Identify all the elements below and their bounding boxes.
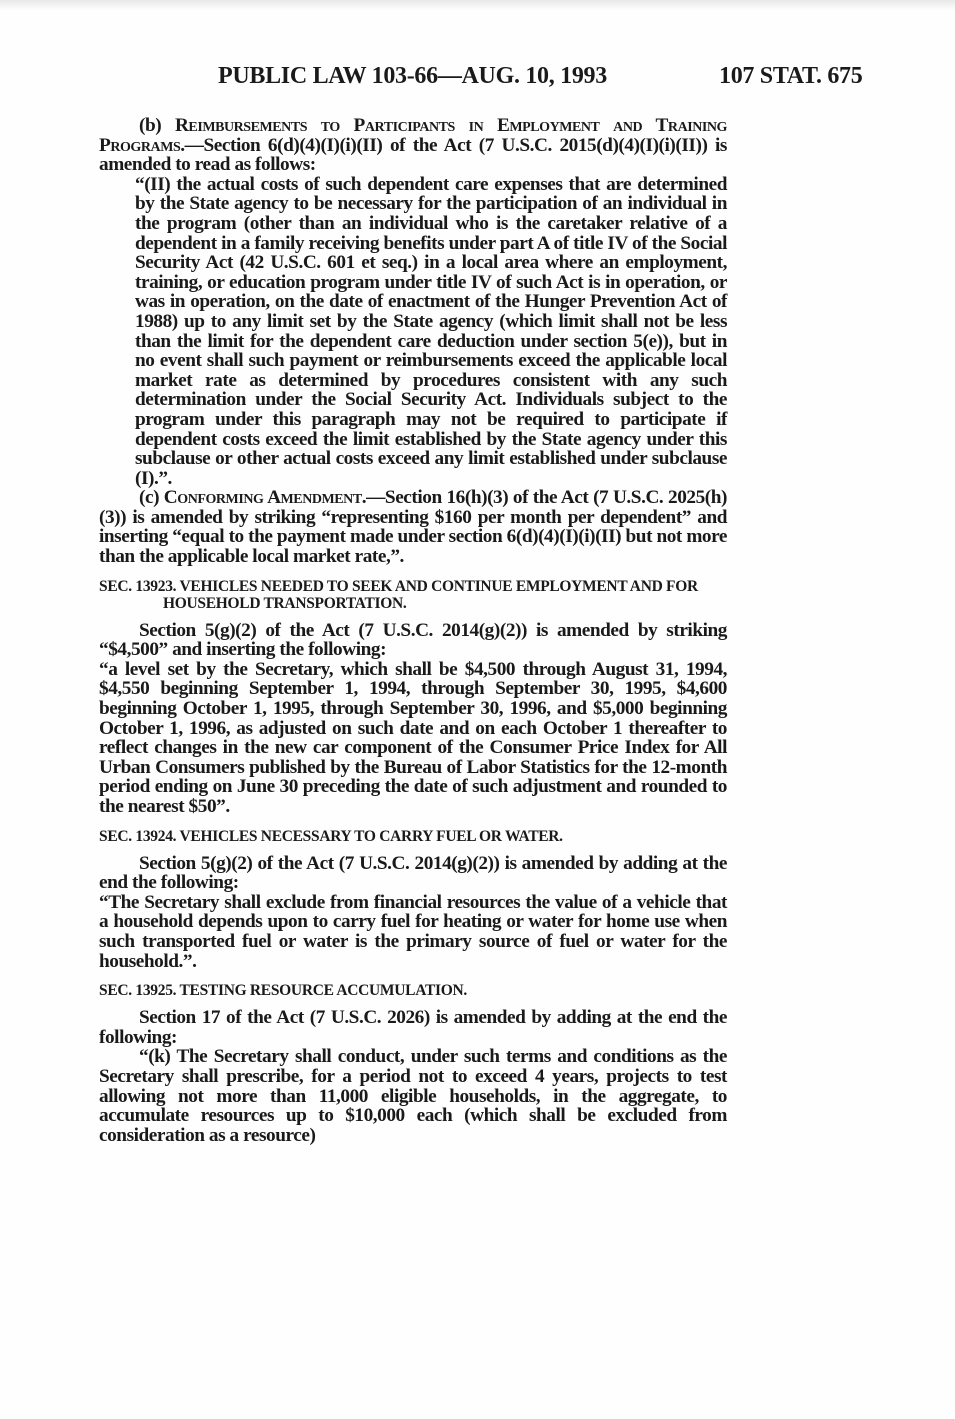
section-13925-intro: Section 17 of the Act (7 U.S.C. 2026) is amended by adding at the end the following: (99, 1007, 727, 1048)
section-13924-heading: SEC. 13924. VEHICLES NECESSARY TO CARRY FUEL OR WATER. (99, 827, 563, 845)
stat-page-number: 107 STAT. 675 (719, 63, 863, 89)
section-13923-intro: Section 5(g)(2) of the Act (7 U.S.C. 2014(g)(2)) is amended by striking “$4,500” and inserting the following: (99, 619, 727, 661)
section-13925-quote: “(k) The Secretary shall conduct, under such terms and conditions as the Secretary shall prescribe, for a period not to exceed 4 years, projects to test allowing not more than 11,000 eligible households, in the aggregate, to accumulate resources up to $10,000 each (which shall be excluded from consideration as a resource) (99, 1046, 727, 1146)
section-13925-heading: SEC. 13925. TESTING RESOURCE ACCUMULATION. (99, 982, 467, 1000)
subsection-b-heading: Reimbursements to Participants in Employment and Training Programs. (99, 115, 727, 156)
subsection-c-label: (c) (139, 487, 160, 509)
section-13923-heading: SEC. 13923. VEHICLES NEEDED TO SEEK AND CONTINUE EMPLOYMENT AND FOR HOUSEHOLD TRANSPORTATION. (99, 577, 698, 612)
page-header (0, 63, 955, 97)
subsection-b-label: (b) (139, 115, 162, 136)
section-13924-intro: Section 5(g)(2) of the Act (7 U.S.C. 2014(g)(2)) is amended by adding at the end the following: (99, 852, 727, 894)
subsection-c-text: —Section 16(h)(3) of the Act (7 U.S.C. 2025(h)(3)) is amended by striking “representing $160 per month per dependent” and inserting “equal to the payment made under section 6(d)(4)(I)(i)(II) but not more than the applicable local market rate,”. (99, 487, 727, 568)
section-13923-quote: “a level set by the Secretary, which shall be $4,500 through August 31, 1994, $4,550 beginning September 1, 1994, through September 30, 1995, $4,600 beginning October 1, 1995, through September 30, 1996, and $5,000 beginning October 1, 1996, as adjusted on such date and on each October 1 thereafter to reflect changes in the new car component of the Consumer Price Index for All Urban Consumers published by the Bureau of Labor Statistics for the 12-month period ending on June 30 preceding the date of such adjustment and rounded to the nearest $50”. (99, 658, 727, 817)
section-13924-quote: “The Secretary shall exclude from financial resources the value of a vehicle that a household depends upon to carry fuel for heating or water for home use when such transported fuel or water is the primary source of fuel or water for the household.”. (99, 891, 727, 972)
document-body (99, 116, 727, 1145)
running-head: PUBLIC LAW 103-66—AUG. 10, 1993 (218, 63, 607, 89)
scan-edge (0, 0, 955, 10)
subsection-c-heading: Conforming Amendment. (163, 487, 367, 509)
subsection-b (99, 116, 727, 175)
subsection-b-quote: “(II) the actual costs of such dependent care expenses that are determined by the State agency to be necessary for the participation of an individual in the program (other than an individual who is the caretaker relative of a dependent in a family receiving benefits under part A of title IV of the Social Security Act (42 U.S.C. 601 et seq.) in a local area where an employment, training, or education program under title IV of such Act is in operation, or was in operation, on the date of enactment of the Hunger Prevention Act of 1988) up to any limit set by the State agency (which limit shall not be less than the limit for the dependent care deduction under section 5(e)), but in no event shall such payment or reimbursements exceed the applicable local market rate as determined by procedures consistent with any such determination under the Social Security Act. Individuals subject to the program under this paragraph may not be required to participate if dependent costs exceed the limit established by the State agency under this subclause or other actual costs exceed any limit established under subclause (I).”. (135, 173, 727, 489)
subsection-b-text: —Section 6(d)(4)(I)(i)(II) of the Act (7 U.S.C. 2015(d)(4)(I)(i)(II)) is amended to read as follows: (99, 134, 727, 176)
subsection-c (99, 488, 727, 566)
